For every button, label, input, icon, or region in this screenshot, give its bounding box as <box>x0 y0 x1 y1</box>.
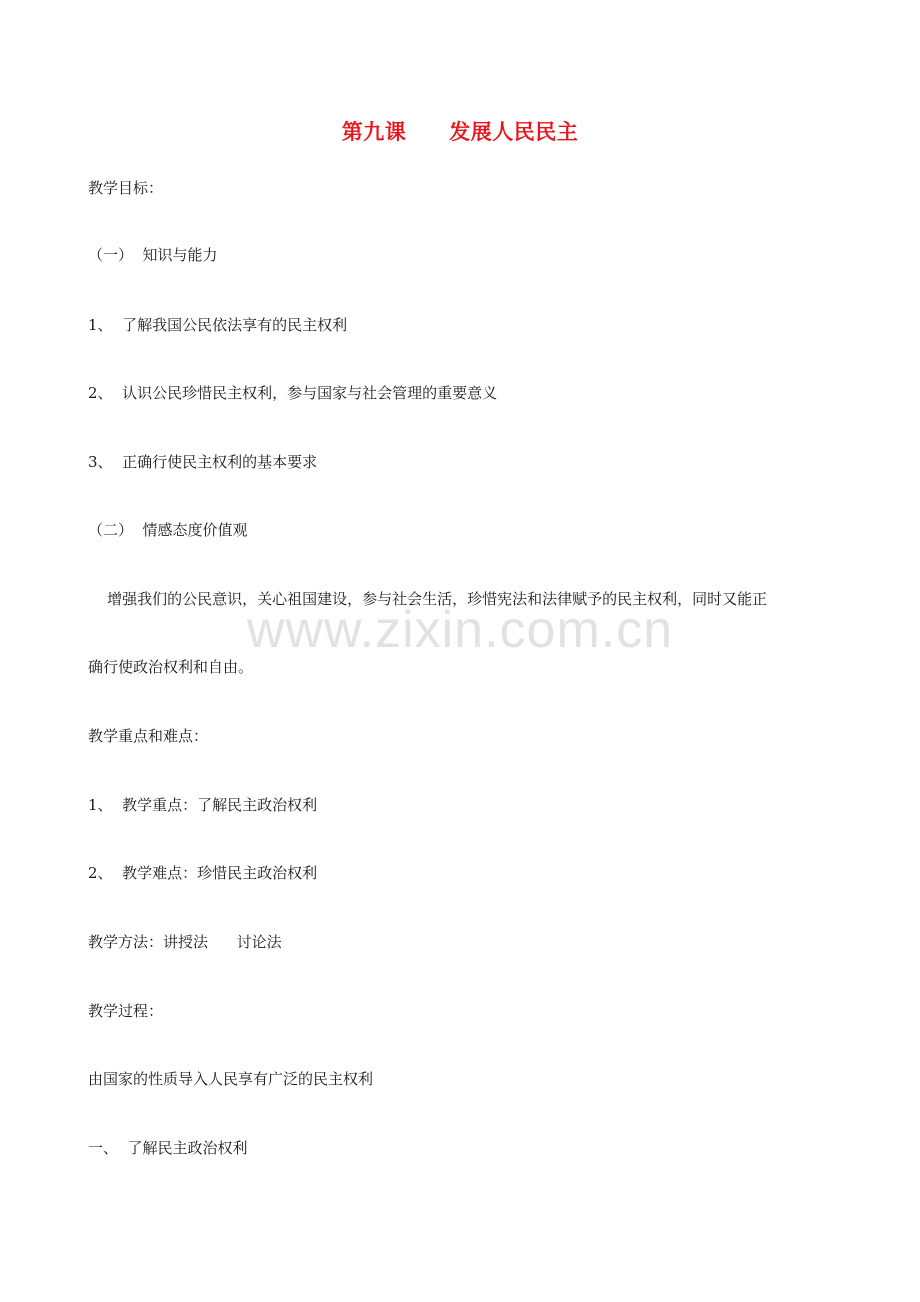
knowledge-ability-heading: （一） 知识与能力 <box>88 246 218 264</box>
lesson-title: 第九课 发展人民民主 <box>341 119 579 144</box>
section-one-heading: 一、 了解民主政治权利 <box>88 1139 248 1157</box>
values-heading: （二） 情感态度价值观 <box>88 521 248 539</box>
objectives-heading: 教学目标： <box>88 179 164 197</box>
objective-item-2: 2、 认识公民珍惜民主权利，参与国家与社会管理的重要意义 <box>88 384 498 402</box>
objective-item-1: 1、 了解我国公民依法享有的民主权利 <box>88 316 348 334</box>
teaching-methods: 教学方法：讲授法 讨论法 <box>88 933 282 951</box>
values-paragraph-line-1: 增强我们的公民意识，关心祖国建设，参与社会生活，珍惜宪法和法律赋予的民主权利，同时又能正 <box>88 590 768 608</box>
key-point-2: 2、 教学难点：珍惜民主政治权利 <box>88 864 318 882</box>
key-points-heading: 教学重点和难点： <box>88 727 209 745</box>
teaching-process-heading: 教学过程： <box>88 1002 164 1020</box>
objective-item-3: 3、 正确行使民主权利的基本要求 <box>88 453 318 471</box>
introduction-line: 由国家的性质导入人民享有广泛的民主权利 <box>88 1070 374 1088</box>
watermark: www.zixin.com.cn <box>246 601 674 659</box>
values-paragraph-line-2: 确行使政治权利和自由。 <box>88 658 254 676</box>
key-point-1: 1、 教学重点：了解民主政治权利 <box>88 796 318 814</box>
